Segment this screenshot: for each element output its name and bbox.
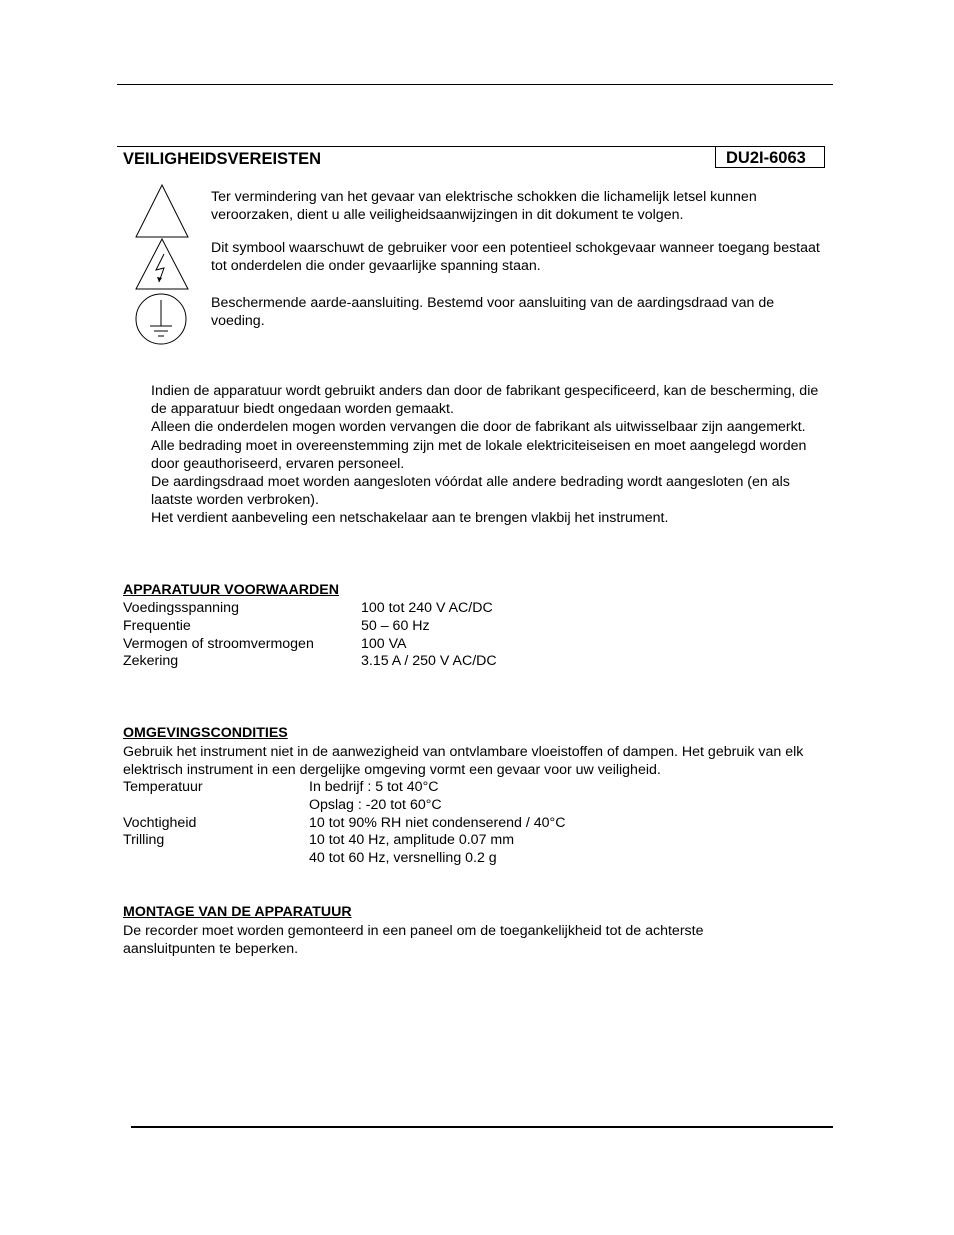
top-rule — [117, 84, 833, 85]
row-label: Vochtigheid — [123, 814, 197, 831]
warning-item: Het verdient aanbeveling een netschakelaar aan te brengen vlakbij het instrument. — [151, 510, 669, 527]
row-label — [123, 850, 309, 868]
row-value: 100 VA — [361, 635, 407, 652]
row-label: Frequentie — [123, 617, 191, 634]
warning-item: De aardingsdraad moet worden aangesloten vóórdat alle andere bedrading wordt aangesloten (en als laatste worden verbroken). — [151, 474, 790, 509]
row-value: 3.15 A / 250 V AC/DC — [361, 653, 497, 670]
row-value: 50 – 60 Hz — [361, 617, 430, 634]
row-label — [123, 797, 309, 815]
row-value: 40 tot 60 Hz, versnelling 0.2 g — [309, 850, 497, 867]
caution-text: Ter vermindering van het gevaar van elektrische schokken die lichamelijk letsel kunnen veroorzaken, dient u alle veiligheidsaanwijzingen in dit dokument te volgen. — [211, 189, 757, 223]
section-title: VEILIGHEIDSVEREISTEN — [123, 150, 322, 168]
table-row — [123, 600, 497, 618]
table-row — [123, 779, 565, 797]
row-value: In bedrijf : 5 tot 40°C — [309, 779, 439, 795]
warning-item: Indien de apparatuur wordt gebruikt anders dan door de fabrikant gespecificeerd, kan de bescherming, die de apparatuur biedt ongedaan worden gemaakt. — [151, 383, 819, 418]
row-label: Voedingsspanning — [123, 600, 239, 616]
earth-text: Beschermende aarde-aansluiting. Bestemd voor aansluiting van de aardingsdraad van de voeding. — [211, 295, 775, 329]
shock-hazard-icon — [134, 237, 190, 291]
table-row — [123, 832, 565, 850]
table-row — [123, 815, 565, 833]
row-label: Trilling — [123, 832, 165, 849]
table-row — [123, 653, 497, 671]
table-row — [123, 636, 497, 654]
row-value: Opslag : -20 tot 60°C — [309, 796, 442, 813]
row-value: 100 tot 240 V AC/DC — [361, 600, 493, 616]
row-label: Temperatuur — [123, 779, 203, 795]
row-label: Zekering — [123, 653, 179, 670]
table-row — [123, 850, 565, 868]
equipment-table — [123, 600, 497, 671]
row-value: 10 tot 90% RH niet condenserend / 40°C — [309, 814, 566, 831]
table-row — [123, 797, 565, 815]
warning-item: Alleen die onderdelen mogen worden vervangen die door de fabrikant als uitwisselbaar zijn aangemerkt. — [151, 419, 806, 436]
shock-text: Dit symbool waarschuwt de gebruiker voor een potentieel schokgevaar wanneer toegang bestaat tot onderdelen die onder gevaarlijke spanning staan. — [211, 240, 820, 274]
environment-table — [123, 779, 565, 868]
caution-triangle-icon — [134, 183, 190, 239]
bottom-rule — [131, 1126, 833, 1128]
warning-item: Alle bedrading moet in overeenstemming zijn met de lokale elektriciteiseisen en moet aangelegd worden door geauthoriseerd, ervaren personeel. — [151, 437, 807, 472]
equipment-heading: APPARATUUR VOORWAARDEN — [123, 582, 339, 598]
row-value: 10 tot 40 Hz, amplitude 0.07 mm — [309, 832, 515, 849]
mounting-text: De recorder moet worden gemonteerd in een paneel om de toegankelijkheid tot de achterste aansluitpunten te beperken. — [123, 923, 704, 957]
section-header — [117, 146, 825, 169]
table-row — [123, 618, 497, 636]
warning-list — [151, 382, 831, 528]
document-code: DU2I-6063 — [715, 147, 825, 168]
row-label: Vermogen of stroomvermogen — [123, 635, 314, 652]
mounting-heading: MONTAGE VAN DE APPARATUUR — [123, 904, 352, 920]
environment-intro: Gebruik het instrument niet in de aanwezigheid van ontvlambare vloeistoffen of dampen. Het gebruik van elk elektrisch instrument in een dergelijke omgeving vormt een gevaar voor uw veiligheid. — [123, 744, 804, 778]
protective-earth-icon — [134, 292, 190, 346]
environment-heading: OMGEVINGSCONDITIES — [123, 725, 288, 741]
